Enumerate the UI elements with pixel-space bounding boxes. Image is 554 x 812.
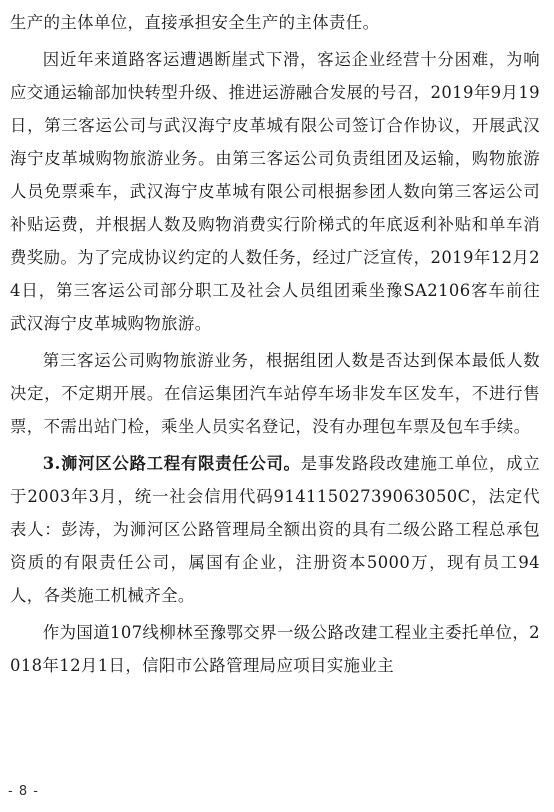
document-body: [10, 6, 540, 686]
paragraph-3-text: 第三客运公司购物旅游业务，根据组团人数是否达到保本最低人数决定，不定期开展。在信运集团汽车站停车场非发车区发车，不进行售票，不需出站门检，乘坐人员实名登记，没有办理包车票及包车手续。: [10, 351, 540, 436]
paragraph-4: [10, 447, 540, 612]
paragraph-4-text: 是事发路段改建施工单位，成立于2003年3月，统一社会信用代码91411502739063050C，法定代表人：彭涛，为浉河区公路管理局全额出资的具有二级公路工程总承包资质的有限责任公司，属国有企业，注册资本5000万，现有员工94人，各类施工机械齐全。: [10, 454, 540, 605]
paragraph-5: [10, 616, 540, 682]
paragraph-1: [10, 6, 540, 39]
paragraph-3: [10, 344, 540, 443]
paragraph-5-text: 作为国道107线柳林至豫鄂交界一级公路改建工程业主委托单位，2018年12月1日，信阳市公路管理局应项目实施业主: [10, 623, 540, 675]
page-number: - 8 -: [8, 784, 39, 799]
paragraph-2: [10, 43, 540, 340]
section-heading: 3.浉河区公路工程有限责任公司。: [42, 454, 301, 473]
paragraph-2-text: 因近年来道路客运遭遇断崖式下滑，客运企业经营十分困难，为响应交通运输部加快转型升级、推进运游融合发展的号召，2019年9月19日，第三客运公司与武汉海宁皮革城有限公司签订合作协议，开展武汉海宁皮革城购物旅游业务。由第三客运公司负责组团及运输，购物旅游人员免票乘车，武汉海宁皮革城有限公司根据参团人数向第三客运公司补贴运费，并根据人数及购物消费实行阶梯式的年底返利补贴和单车消费奖励。为了完成协议约定的人数任务，经过广泛宣传，2019年12月24日，第三客运公司部分职工及社会人员组团乘坐豫SA2106客车前往武汉海宁皮革城购物旅游。: [10, 50, 540, 333]
paragraph-1-text: 生产的主体单位，直接承担安全生产的主体责任。: [10, 13, 380, 32]
